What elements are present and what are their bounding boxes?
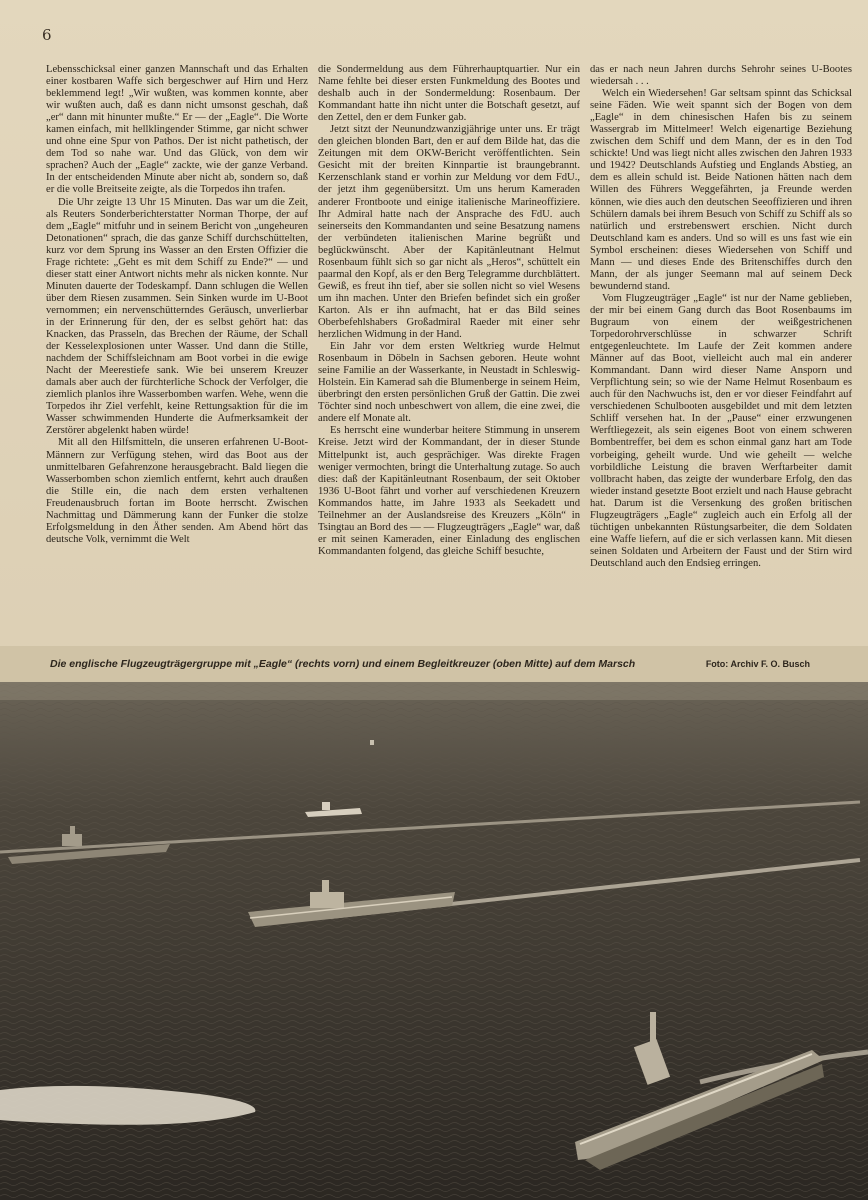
paragraph: Vom Flugzeugträger „Eagle“ ist nur der Name geblieben, der mir bei einem Gang durch das Boot Rosenbaums im Bugraum von einem der weißgestrichenen Torpedorohrverschlüsse in schwarzer Schrift entgegenleuchtete. Im Laufe der Zeit kommen andere Männer auf das Boot, vielleicht auch mal ein anderer Kommandant. Dann wird dieser Name Ansporn und Verpflichtung sein; so wie der Name Helmut Rosenbaum es auch für den Nachwuchs ist, den er vor dieser Feindfahrt auf verschiedenen Schulbooten ausgebildet und mit dem letzten Schliff versehen hat. In der „Pause“ einer erzwungenen Werftliegezeit, als sein eigenes Boot von einem schweren Bombentreffer, bei dem es schon einmal ganz hart am Tode vorbeiging, geheilt wurde. Und wie geheilt — welche vorbildliche Leistung die braven Werftarbeiter damit vollbracht haben, das zeigte der wunderbare Erfolg, den das wieder instand gesetzte Boot erzielt und nach Hause gebracht hat. Darum ist die Versenkung des großen britischen Flugzeugträgers „Eagle“ zugleich auch ein Erfolg all der tüchtigen unbekannten Rüstungsarbeiter, die dem Soldaten eine Waffe liefern, auf die er sich verlassen kann. Mit diesen seinen Soldaten und Arbeitern der Faust und der Stirn wird Deutschland auch den Endsieg erringen. xyxy=(590,292,852,569)
paragraph: Die Uhr zeigte 13 Uhr 15 Minuten. Das war um die Zeit, als Reuters Sonderberichterstatter Norman Thorpe, der auf dem „Eagle“ mitfuhr und in seinem Bericht von „ungeheuren Detonationen“ sprach, die das ganze Schiff durchschüttelten, kurz vor dem Sprung ins Wasser an den Ersten Offizier die Frage richtete: „Geht es mit dem Schiff zu Ende?“ — und dieser statt einer Antwort nichts mehr als nicken konnte. Nur Minuten dauerte der Todeskampf. Dann schlugen die Wellen über dem Riesen zusammen. Sein Sinken wurde im U-Boot vernommen; ein nervenschütterndes Geräusch, unverlierbar in der Erinnerung für den, der es selbst gehört hat: das Knacken, das Prasseln, das Brechen der Räume, der Schall der Kesselexplosionen unter Wasser. Und dann die Stille, nachdem der Schiffsleichnam am Boot vorbei in die ewige Nacht der Meerestiefe sank. Wie bei unserem Kreuzer damals aber auch der fürchterliche Schock der Verfolger, die ziemlich planlos ihre Wasserbomben warfen. Wehe, wenn die Torpedos ihr Ziel verfehlt, keine Rettungsaktion für die im Wasser schwimmenden Hunderte die Aufmerksamkeit der Zerstörer abgelenkt haben würde! xyxy=(46,196,308,437)
paragraph: Mit all den Hilfsmitteln, die unseren erfahrenen U-Boot-Männern zur Verfügung stehen, wird das Boot aus der unmittelbaren Gefahrenzone herausgebracht. Bald liegen die Wasserbomben schon ziemlich entfernt, kehrt auch draußen die Stille ein, die nach dem ersten verhaltenen Freudenausbruch fortan im Boote herrscht. Zwischen Nachmittag und Dämmerung kann der Funker die stolze Erfolgsmeldung in den Äther senden. Am Abend hört das deutsche Volk, vernimmt die Welt xyxy=(46,437,308,545)
aircraft-carrier-photo xyxy=(0,682,868,1200)
paragraph: das er nach neun Jahren durchs Sehrohr seines U-Bootes wiedersah . . . xyxy=(590,64,852,88)
paragraph: Es herrscht eine wunderbar heitere Stimmung in unserem Kreise. Jetzt wird der Kommandant, der in dieser Stunde Mittelpunkt ist, auch gesprächiger. Was direkte Fragen weniger vermochten, bringt die Unterhaltung zutage. So auch dies: daß der Kapitänleutnant Rosenbaum, der seit Oktober 1936 U-Boot fährt und vorher auf verschiedenen Kreuzern Kommandos hatte, im Jahre 1933 als Seekadett und Teilnehmer an der Auslandsreise des Kreuzers „Köln“ in Tsingtau an Bord des — — Flugzeugträgers „Eagle“ war, daß er mit seinen Kameraden, einer Einladung des englischen Kommandanten folgend, das gleiche Schiff besuchte, xyxy=(318,425,580,557)
photo-caption-bar xyxy=(0,646,868,682)
paragraph: Welch ein Wiedersehen! Gar seltsam spinnt das Schicksal seine Fäden. Wie weit spannt sich der Bogen von dem „Eagle“ in dem chinesischen Hafen bis zu seinem Wassergrab im Mittelmeer! Welch eigenartige Beziehung zwischen dem Schiff und dem Mann, der es in den Tod schickte! Und was liegt nicht alles zwischen den Jahren 1933 und 1942? Deutschlands Aufstieg und Englands Abstieg, an dem es allein schuld ist. Beide Nationen hätten nach dem Willen des Führers Weggefährten, ja Freunde werden können, wie dies auch den deutschen Seeoffizieren und ihren Schülern damals bei ihrem Besuch von Schiff zu Schiff als so natürlich und erstrebenswert erschien. Nicht durch Deutschland kam es anders. Und so will es uns fast wie ein Symbol erscheinen: dieses Wiedersehen von Schiff und Mann — und dieses Ende des Britenschiffes durch den Mann, der als junger Seemann mal auf seinem Deck bewundernd stand. xyxy=(590,88,852,292)
paragraph: Jetzt sitzt der Neunundzwanzigjährige unter uns. Er trägt den gleichen blonden Bart, den er auf dem Bilde hat, das die Zeitungen mit dem OKW-Bericht veröffentlichten. Sein Gesicht mit der breiten Kinnpartie ist braungebrannt. Kerzenschlank stand er vorhin zur Meldung vor dem FdU., der jetzt ihm gegenübersitzt. Um uns herum Kameraden anderer Frontboote und einige italienische Marineoffiziere. Ihr Admiral hatte nach der Ansprache des FdU. auch seinerseits den Kommandanten und seine Besatzung namens der verbündeten italienischen Marine begrüßt und beglückwünscht. Aber der Kapitänleutnant Helmut Rosenbaum fühlt sich so gar nicht als „Heros“, schüttelt ein paarmal den Kopf, als er den Berg Telegramme durchblättert. Gewiß, es freut ihn tief, aber sie sollen nicht so viel Wesens um ihn machen. Unter den Briefen befindet sich ein großer Karton. Als er ihn aufmacht, hat er das Bild seines Oberbefehlshabers Großadmiral Raeder mit einer sehr herzlichen Widmung in der Hand. xyxy=(318,124,580,341)
paragraph: Lebensschicksal einer ganzen Mannschaft und das Erhalten einer kostbaren Waffe sich bergeschwer auf Hirn und Herz beklemmend legt! „Wir wußten, was kommen konnte, aber wir wußten auch, daß es dann nicht umsonst geschah, daß „er“ dann mit hinunter mußte.“ Er — der „Eagle“. Die Worte kamen einfach, mit hellklingender Stimme, gar nicht schwer und ohne eine Spur von Pathos. Der ist nicht pathetisch, der dem Tod so nahe war. Und das Glück, von dem wir sprachen? Auch der „Eagle“ zackte, wie der ganze Verband. In der entscheidenden Minute aber nicht ab, sondern so, daß er die volle Breitseite zeigte, als die Torpedos ihn trafen. xyxy=(46,64,308,196)
text-column-3 xyxy=(590,64,852,644)
photo-caption: Die englische Flugzeugträgergruppe mit „Eagle“ (rechts vorn) und einem Begleitkreuzer (oben Mitte) auf dem Marsch xyxy=(50,658,636,670)
paragraph: die Sondermeldung aus dem Führerhauptquartier. Nur ein Name fehlte bei dieser ersten Funkmeldung des Bootes und deshalb auch in der Sondermeldung: Rosenbaum. Der Kommandant hatte ihn nicht unter die Botschaft gesetzt, auf den Zettel, den er dem Funker gab. xyxy=(318,64,580,124)
horizon-haze xyxy=(0,682,868,700)
carrier-group-photo-drawing xyxy=(0,682,868,1200)
text-column-1 xyxy=(46,64,308,644)
paragraph: Ein Jahr vor dem ersten Weltkrieg wurde Helmut Rosenbaum in Döbeln in Sachsen geboren. Heute wohnt seine Familie an der Wasserkante, in Neustadt in Schleswig-Holstein. Ein Kamerad sah die Blumenberge in seinem Heim, überbringt den ersten persönlichen Gruß der Gattin. Die zwei Töchter sind noch unbeschwert von allem, die eine zwei, die andere elf Monate alt. xyxy=(318,341,580,425)
page-number: 6 xyxy=(42,26,52,44)
text-column-2 xyxy=(318,64,580,644)
photo-credit: Foto: Archiv F. O. Busch xyxy=(705,659,810,669)
article-body xyxy=(46,64,856,644)
